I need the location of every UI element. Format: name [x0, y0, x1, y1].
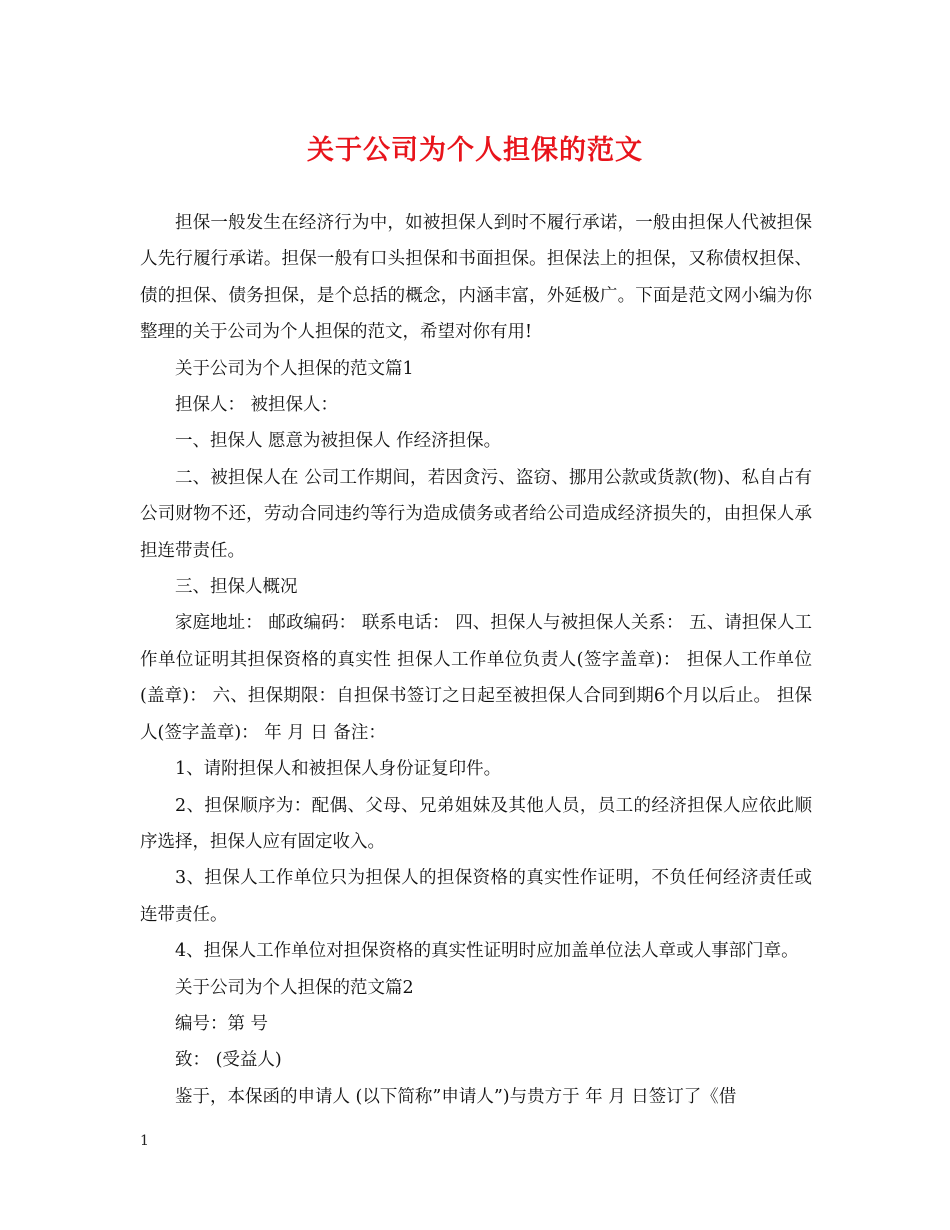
document-title: 关于公司为个人担保的范文 — [307, 135, 643, 166]
section-heading-2: 关于公司为个人担保的范文篇2 — [175, 977, 414, 998]
paragraph-clause-2: 二、被担保人在 公司工作期间，若因贪污、盗窃、挪用公款或货款(物)、私自占有公司财物不还，劳动合同违约等行为造成债务或者给公司造成经济损失的，由担保人承担连带责任。 — [140, 467, 812, 561]
paragraph-intro: 担保一般发生在经济行为中，如被担保人到时不履行承诺，一般由担保人代被担保人先行履行承诺。担保一般有口头担保和书面担保。担保法上的担保，又称债权担保、债的担保、债务担保，是个总括的概念，内涵丰富，外延极广。下面是范文网小编为你整理的关于公司为个人担保的范文，希望对你有用! — [140, 213, 812, 343]
paragraph-note-3: 3、担保人工作单位只为担保人的担保资格的真实性作证明，不负任何经济责任或连带责任。 — [140, 868, 812, 925]
paragraph-whereas: 鉴于，本保函的申请人 (以下简称”申请人”)与贵方于 年 月 日签订了《借 — [175, 1086, 737, 1107]
paragraph-addressee: 致： (受益人) — [175, 1050, 282, 1071]
paragraph-clause-1: 一、担保人 愿意为被担保人 作经济担保。 — [175, 431, 502, 452]
section-heading-1: 关于公司为个人担保的范文篇1 — [175, 358, 414, 379]
document-body — [140, 205, 812, 1115]
paragraph-clause-3: 三、担保人概况 — [175, 577, 298, 598]
page-number: 1 — [140, 1133, 149, 1149]
paragraph-number: 编号：第 号 — [175, 1013, 269, 1034]
paragraph-parties: 担保人： 被担保人： — [175, 395, 339, 416]
paragraph-note-1: 1、请附担保人和被担保人身份证复印件。 — [175, 759, 502, 780]
paragraph-guarantor-details: 家庭地址： 邮政编码： 联系电话： 四、担保人与被担保人关系： 五、请担保人工作单位证明其担保资格的真实性 担保人工作单位负责人(签字盖章)： 担保人工作单位(盖章)： 六、担保期限：自担保书签订之日起至被担保人合同到期6个月以后止。 担保人(签字盖章)： 年 月 日 备注： — [140, 613, 812, 743]
paragraph-note-2: 2、担保顺序为：配偶、父母、兄弟姐妹及其他人员，员工的经济担保人应依此顺序选择，担保人应有固定收入。 — [140, 795, 812, 852]
paragraph-note-4: 4、担保人工作单位对担保资格的真实性证明时应加盖单位法人章或人事部门章。 — [175, 941, 799, 962]
